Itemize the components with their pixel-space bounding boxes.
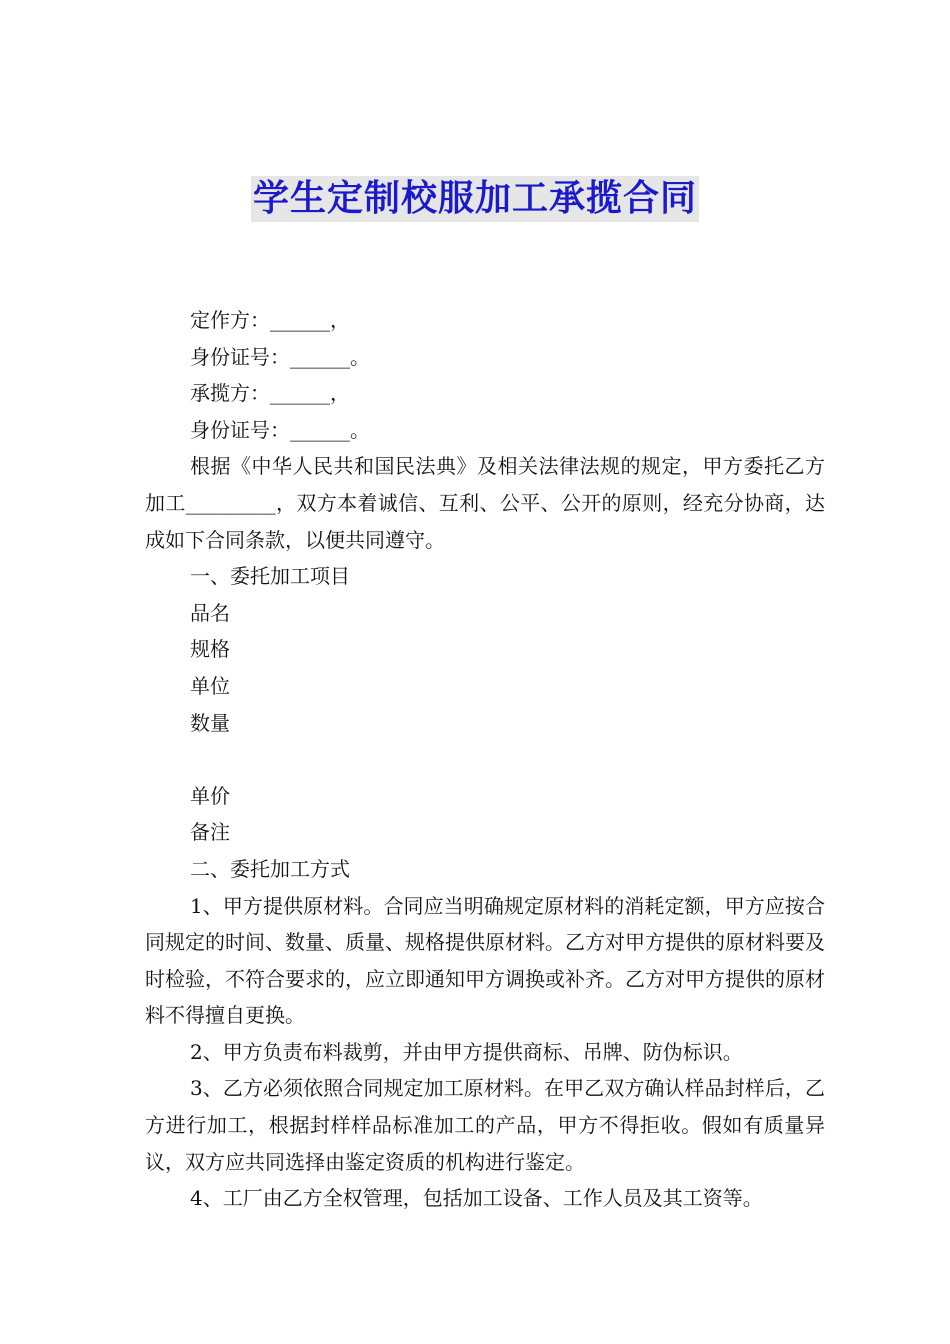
item-field: 数量 <box>190 710 230 735</box>
section-heading: 一、委托加工项目 <box>190 564 350 589</box>
party-line: 身份证号：______。 <box>190 417 370 442</box>
party-line: 身份证号：______。 <box>190 344 370 369</box>
intro-paragraph: 根据《中华人民共和国民法典》及相关法律法规的规定，甲方委托乙方加工_________，双方本着诚信、互利、公平、公开的原则，经充分协商，达成如下合同条款，以便共同遵守。 <box>145 454 825 552</box>
document-title: 学生定制校服加工承揽合同 <box>251 176 699 222</box>
item-field: 单价 <box>190 783 230 808</box>
clause-paragraph: 4、工厂由乙方全权管理，包括加工设备、工作人员及其工资等。 <box>190 1186 763 1211</box>
item-field: 备注 <box>190 820 230 845</box>
clause-paragraph: 3、乙方必须依照合同规定加工原材料。在甲乙双方确认样品封样后，乙方进行加工，根据封样样品标准加工的产品，甲方不得拒收。假如有质量异议，双方应共同选择由鉴定资质的机构进行鉴定。 <box>145 1076 825 1174</box>
clause-paragraph: 2、甲方负责布料裁剪，并由甲方提供商标、吊牌、防伪标识。 <box>190 1039 743 1064</box>
item-field: 单位 <box>190 673 230 698</box>
item-field: 品名 <box>190 600 230 625</box>
item-field: 规格 <box>190 637 230 662</box>
blank-line <box>145 741 825 778</box>
document-body <box>145 302 825 1217</box>
clause-paragraph: 1、甲方提供原材料。合同应当明确规定原材料的消耗定额，甲方应按合同规定的时间、数量、质量、规格提供原材料。乙方对甲方提供的原材料要及时检验，不符合要求的，应立即通知甲方调换或补齐。乙方对甲方提供的原材料不得擅自更换。 <box>145 893 825 1028</box>
party-line: 承揽方：______， <box>190 381 350 406</box>
title-container <box>0 176 950 222</box>
party-line: 定作方：______， <box>190 308 350 332</box>
section-heading: 二、委托加工方式 <box>190 856 350 881</box>
